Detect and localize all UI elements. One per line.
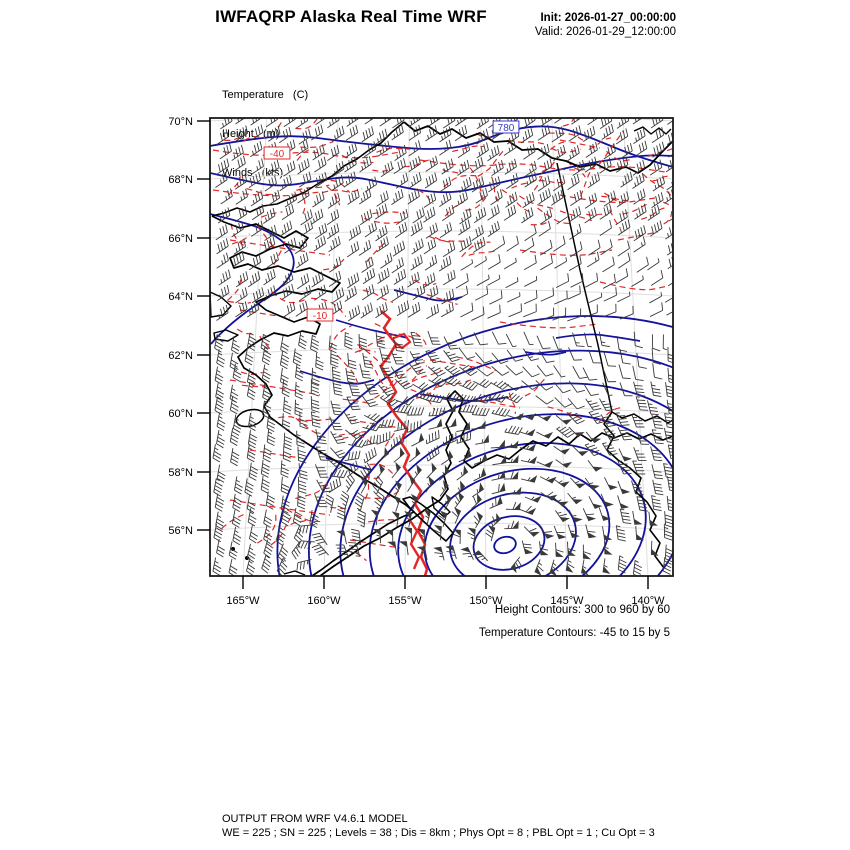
map-text-label: 66°N [168, 233, 193, 245]
map-text-label: 68°N [168, 174, 193, 186]
plot-title: IWFAQRP Alaska Real Time WRF [215, 7, 487, 26]
map-text-label: 155°W [388, 595, 422, 607]
legend-height: Height (m) [222, 128, 280, 140]
map-text-label: 780 [497, 123, 515, 134]
map-text-label: 150°W [469, 595, 503, 607]
valid-time: Valid: 2026-01-29_12:00:00 [534, 26, 676, 38]
model-footer [222, 813, 655, 840]
map-text-label: 56°N [168, 525, 193, 537]
legend-winds: Winds (kts) [222, 167, 284, 179]
footer-model-line: OUTPUT FROM WRF V4.6.1 MODEL [222, 813, 408, 825]
height-contour-note: Height Contours: 300 to 960 by 60 [494, 604, 670, 616]
map-text-label: 145°W [550, 595, 584, 607]
legend-temperature: Temperature (C) [222, 89, 309, 101]
init-time: Init: 2026-01-27_00:00:00 [540, 12, 676, 24]
map-text-label: 64°N [168, 291, 193, 303]
map-text-label: 58°N [168, 467, 193, 479]
temperature-contour-note: Temperature Contours: -45 to 15 by 5 [478, 627, 670, 639]
map-text-label: 165°W [226, 595, 260, 607]
map-text-label: -10 [312, 311, 328, 322]
map-text-label: 140°W [631, 595, 665, 607]
map-text-label: 70°N [168, 116, 193, 128]
footer-config-line: WE = 225 ; SN = 225 ; Levels = 38 ; Dis = 8km ; Phys Opt = 8 ; PBL Opt = 1 ; Cu Opt = 3 [222, 826, 655, 839]
map-text-label: 62°N [168, 350, 193, 362]
map-text-label: -40 [269, 149, 285, 160]
map-text-label: 160°W [307, 595, 341, 607]
map-text-label: 60°N [168, 408, 193, 420]
